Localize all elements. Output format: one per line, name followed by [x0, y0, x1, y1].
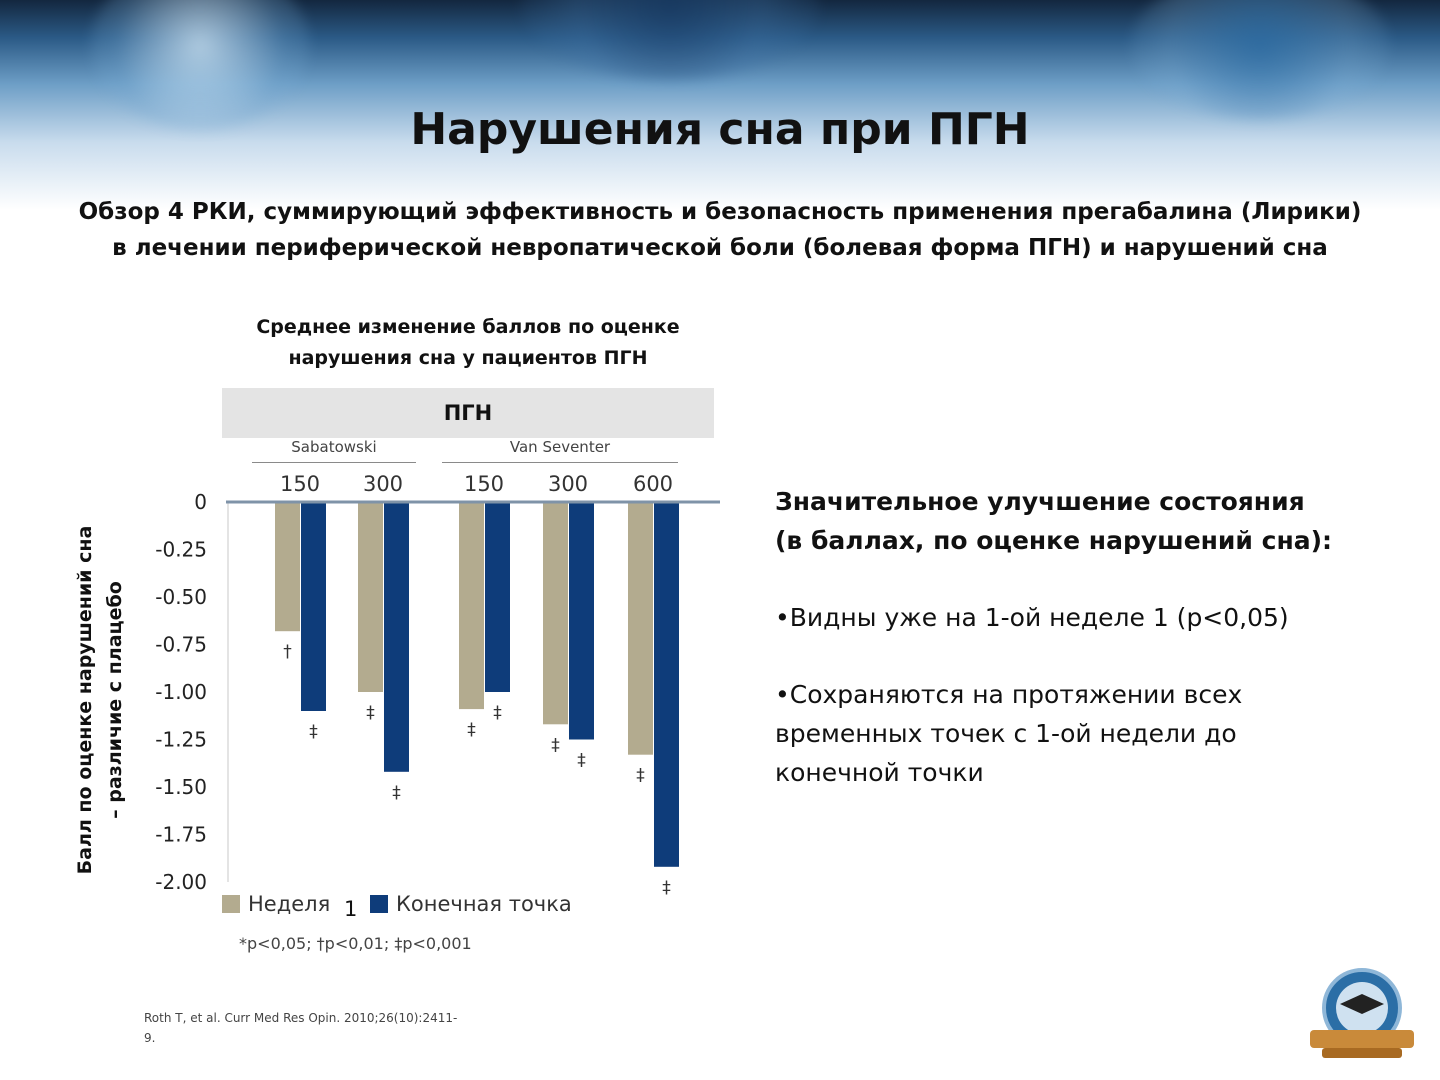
y-tick-label: -1.50 [155, 775, 207, 799]
significance-marker: † [283, 642, 292, 663]
y-axis-label-line: – различие с плацебо [104, 581, 126, 819]
findings-panel [775, 482, 1375, 792]
bar [569, 502, 594, 740]
significance-marker: ‡ [577, 750, 586, 771]
significance-marker: ‡ [636, 765, 645, 786]
findings-bullet: •Сохраняются на протяжении всех [775, 680, 1243, 709]
significance-marker: ‡ [467, 720, 476, 741]
significance-marker: ‡ [309, 722, 318, 742]
findings-bullet: •Видны уже на 1-ой неделе 1 (p<0,05) [775, 603, 1289, 632]
significance-marker: ‡ [551, 735, 560, 756]
findings-heading: (в баллах, по оценке нарушений сна): [775, 526, 1333, 555]
y-tick-label: -1.00 [155, 680, 207, 704]
legend-item-week [222, 892, 330, 916]
y-tick-label: -1.75 [155, 822, 207, 847]
legend-label-week: Неделя [248, 892, 331, 916]
y-tick-label: -2.00 [155, 870, 207, 894]
dose-label: 150 [463, 472, 505, 496]
findings-bullet-continuation: временных точек с 1-ой недели до [775, 719, 1237, 748]
bar [384, 502, 409, 772]
dose-label: 300 [362, 472, 404, 496]
findings-bullet-continuation: конечной точки [775, 758, 984, 787]
bar [485, 502, 510, 692]
bar [459, 502, 484, 709]
legend-swatch-week [222, 895, 240, 913]
dose-label: 300 [547, 472, 589, 496]
legend-swatch-endpoint [370, 895, 388, 913]
significance-marker: ‡ [662, 877, 671, 898]
significance-marker: ‡ [366, 703, 375, 723]
chart-title-line: Среднее изменение баллов по оценке [256, 316, 680, 338]
y-tick-label: -0.25 [155, 537, 207, 562]
reference [144, 1008, 489, 1048]
study-label-van-seventer: Van Seventer [509, 438, 611, 456]
bar [543, 502, 568, 724]
bar [275, 502, 300, 631]
legend-item-endpoint [370, 892, 572, 916]
significance-footnote: *p<0,05; †p<0,01; ‡p<0,001 [239, 934, 472, 953]
y-tick-label: -0.50 [155, 585, 207, 609]
group-header: ПГН [222, 388, 714, 438]
study-label-sabatowski: Sabatowski [291, 438, 377, 456]
dose-label: 600 [632, 472, 674, 496]
reference-line: 9. [144, 1031, 156, 1045]
findings-heading: Значительное улучшение состояния [775, 487, 1305, 516]
dose-label: 150 [279, 472, 321, 496]
bar [628, 502, 653, 755]
subtitle-line: в лечении периферической невропатической боли (болевая форма ПГН) и нарушений сна [112, 235, 1328, 261]
bar [654, 502, 679, 867]
reference-line: Roth T, et al. Curr Med Res Opin. 2010;26(10):2411- [144, 1011, 458, 1025]
significance-marker: ‡ [493, 703, 502, 723]
significance-marker: ‡ [392, 782, 401, 803]
bar [358, 502, 383, 692]
y-tick-label: -1.25 [155, 727, 207, 752]
chart-title-line: нарушения сна у пациентов ПГН [288, 347, 648, 369]
legend-week-number: 1 [344, 897, 358, 921]
y-axis-label-line: Балл по оценке нарушений сна [74, 525, 96, 875]
slide-title: Нарушения сна при ПГН [410, 104, 1030, 155]
y-tick-label: -0.75 [155, 632, 207, 657]
bar [301, 502, 326, 711]
subtitle-line: Обзор 4 РКИ, суммирующий эффективность и безопасность применения прегабалина (Лирики) [78, 199, 1362, 225]
y-tick-label: 0 [194, 490, 207, 514]
legend-label-endpoint: Конечная точка [396, 892, 572, 916]
academy-logo-icon [1300, 964, 1424, 1064]
